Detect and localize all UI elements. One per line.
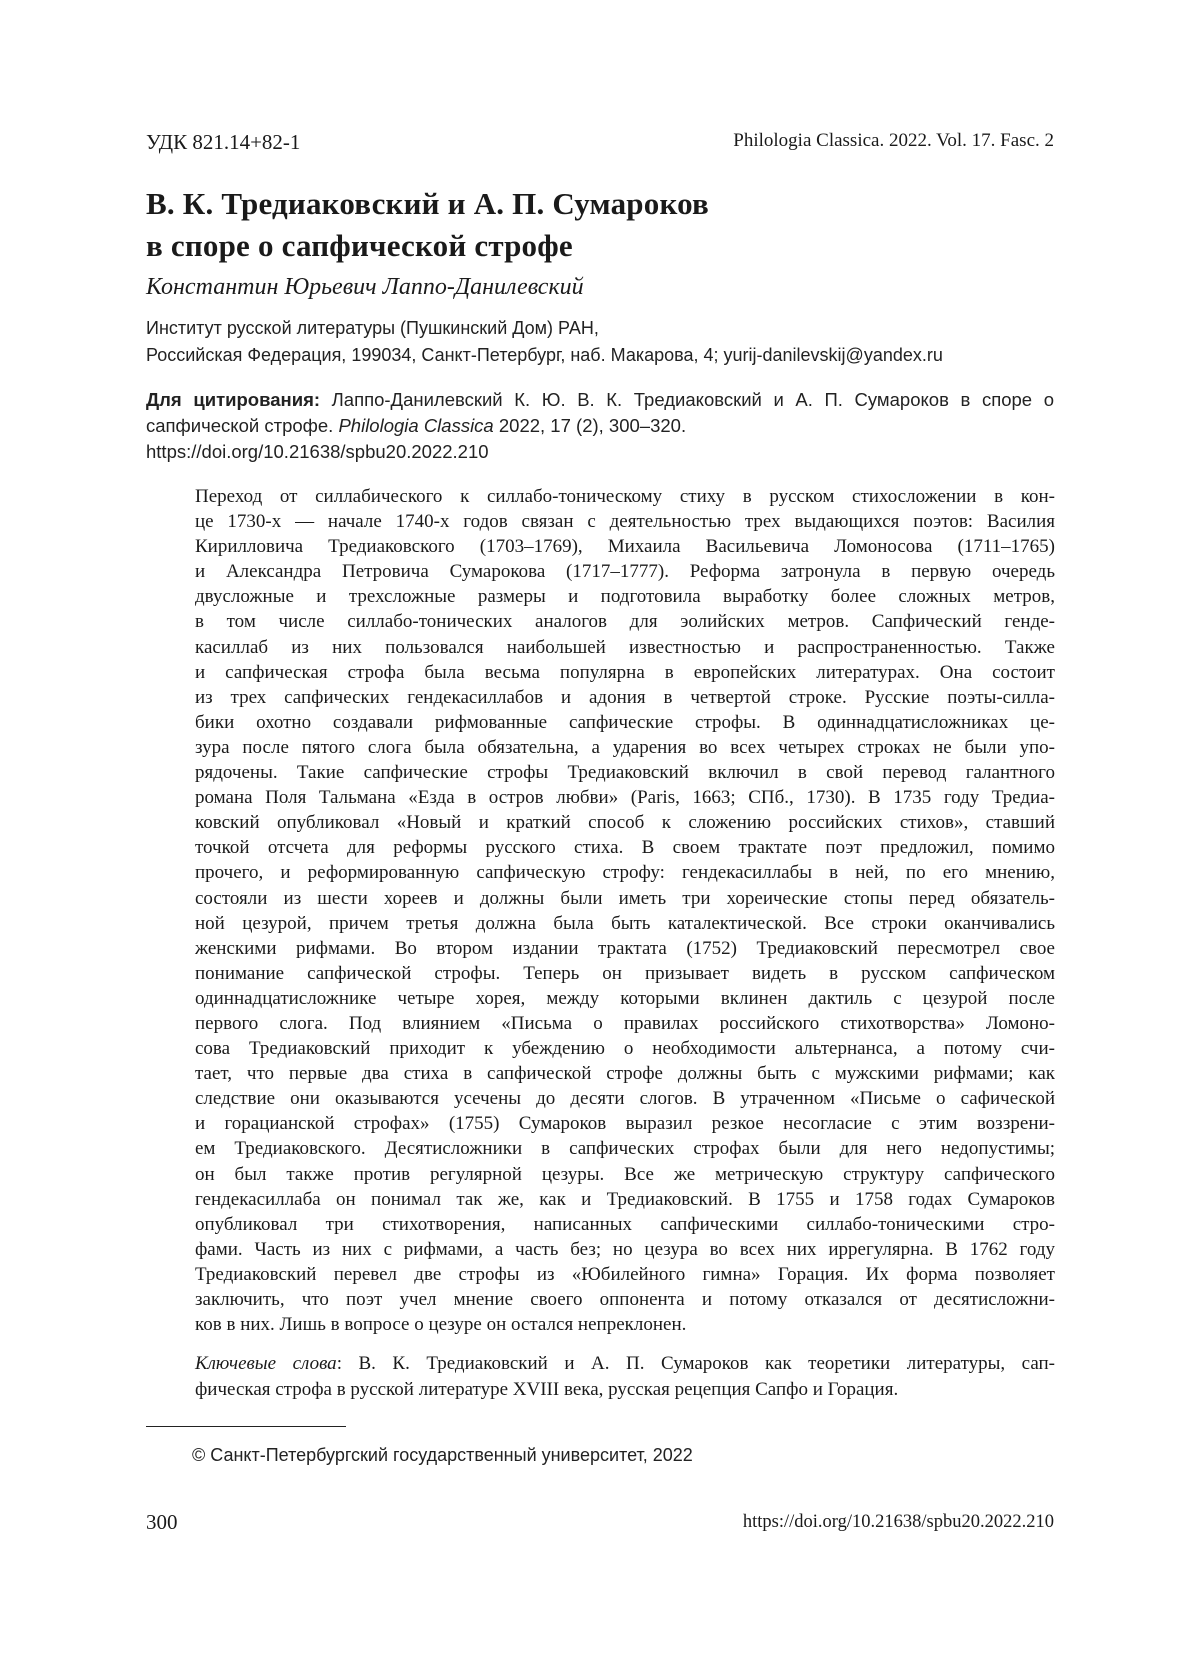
keywords-line-2: фическая строфа в русской литературе XVIII века, русская рецепция Сапфо и Горация. — [195, 1378, 899, 1400]
abstract-line: ков в них. Лишь в вопросе о цезуре он остался непреклонен. — [195, 1314, 687, 1336]
abstract-line: гендекасиллаба он понимал так же, как и Тредиаковский. В 1755 и 1758 годах Сумароков — [195, 1188, 1055, 1210]
abstract-line: романа Поля Тальмана «Езда в остров любви» (Paris, 1663; СПб., 1730). В 1735 году Тредиа- — [195, 787, 1055, 809]
abstract-line: касиллаб из них пользовался наибольшей известностью и распространенностью. Также — [195, 636, 1055, 658]
citation-text: Лаппо-Данилевский К. Ю. В. К. Тредиаковский и А. П. Сумароков в споре о сапфической строфе. — [146, 389, 1054, 436]
abstract-line: бики охотно создавали рифмованные сапфические строфы. В одиннадцатисложниках це- — [195, 711, 1055, 733]
citation-volume: 2022, 17 (2), 300–320. — [498, 415, 687, 436]
abstract-line: Кирилловича Тредиаковского (1703–1769), Михаила Васильевича Ломоносова (1711–1765) — [195, 536, 1055, 558]
abstract-line: в том числе силлабо-тонических аналогов для эолийских метров. Сапфический генде- — [195, 611, 1055, 633]
article-title-line-1: В. К. Тредиаковский и А. П. Сумароков — [146, 186, 709, 221]
abstract-line: одиннадцатисложнике четыре хорея, между которыми вклинен дактиль с цезурой после — [195, 987, 1055, 1009]
citation-doi: https://doi.org/10.21638/spbu20.2022.210 — [146, 441, 489, 462]
citation-label: Для цитирования: — [146, 389, 321, 410]
abstract-line: первого слога. Под влиянием «Письма о правилах российского стихотворства» Ломоно- — [195, 1012, 1055, 1034]
abstract-line: следствие они оказываются усечены до десяти слогов. В утраченном «Письме о сафической — [195, 1088, 1055, 1110]
abstract-line: он был также против регулярной цезуры. Все же метрическую структуру сапфического — [195, 1163, 1055, 1185]
abstract-line: ной цезурой, причем третья должна была быть каталектической. Все строки оканчивались — [195, 912, 1055, 934]
udc-code: УДК 821.14+82-1 — [146, 130, 301, 154]
abstract-line: состояли из шести хореев и должны были иметь три хореические стопы перед обязатель- — [195, 887, 1055, 909]
abstract-line: двусложные и трехсложные размеры и подготовила выработку более сложных метров, — [195, 586, 1055, 608]
abstract-line: заключить, что поэт учел мнение своего оппонента и потому отказался от десятисложни- — [195, 1289, 1055, 1310]
abstract-line: и сапфическая строфа была весьма популярна в европейских литературах. Она состоит — [195, 661, 1055, 683]
footer-doi: https://doi.org/10.21638/spbu20.2022.210 — [742, 1512, 1054, 1532]
abstract — [195, 484, 1055, 1337]
abstract-line: зура после пятого слога была обязательна, а ударения во всех четырех строках не были упо- — [195, 736, 1055, 758]
abstract-line: Тредиаковский перевел две строфы из «Юбилейного гимна» Горация. Их форма позволяет — [195, 1263, 1055, 1285]
copyright-notice: © Санкт-Петербургский государственный университет, 2022 — [192, 1445, 693, 1465]
abstract-line: ем Тредиаковского. Десятисложники в сапфических строфах были для него недопустимы; — [195, 1138, 1055, 1160]
page-number: 300 — [146, 1510, 178, 1534]
citation-journal: Philologia Classica — [338, 415, 494, 436]
page-footer — [146, 1510, 1054, 1540]
abstract-line: рядочены. Такие сапфические строфы Тредиаковский включил в свой перевод галантного — [195, 762, 1055, 784]
abstract-line: прочего, и реформированную сапфическую строфу: гендекасиллабы в ней, по его мнению, — [195, 862, 1055, 884]
author-affiliation — [146, 315, 1056, 369]
keywords — [195, 1351, 1055, 1402]
abstract-line: опубликовал три стихотворения, написанных сапфическими силлабо-тоническими стро- — [195, 1213, 1055, 1235]
citation-block — [146, 387, 1054, 465]
abstract-line: женскими рифмами. Во втором издании трактата (1752) Тредиаковский пересмотрел свое — [195, 937, 1055, 959]
keywords-line-1: Ключевые слова: В. К. Тредиаковский и А. П. Сумароков как теоретики литературы, сап- — [195, 1353, 1055, 1374]
abstract-line: точкой отсчета для реформы русского стиха. В своем трактате поэт предложил, помимо — [195, 837, 1055, 859]
affiliation-line-2: Российская Федерация, 199034, Санкт-Петербург, наб. Макарова, 4; yurij-danilevskij@yandex.ru — [146, 345, 943, 365]
abstract-line: ковский опубликовал «Новый и краткий способ к сложению российских стихов», ставший — [195, 812, 1055, 834]
running-head — [146, 130, 1054, 160]
affiliation-line-1: Институт русской литературы (Пушкинский Дом) РАН, — [146, 318, 599, 338]
keywords-label: Ключевые слова — [195, 1353, 337, 1374]
journal-reference: Philologia Classica. 2022. Vol. 17. Fasc. 2 — [733, 130, 1054, 151]
abstract-line: из трех сапфических гендекасиллабов и адония в четвертой строке. Русские поэты-силла- — [195, 686, 1055, 708]
abstract-line: и Александра Петровича Сумарокова (1717–1777). Реформа затронула в первую очередь — [195, 561, 1055, 583]
author-name: Константин Юрьевич Лаппо-Данилевский — [146, 274, 584, 300]
abstract-line: тает, что первые два стиха в сапфической строфе должны быть с мужскими рифмами; как — [195, 1063, 1055, 1085]
abstract-line: Переход от силлабического к силлабо-тоническому стиху в русском стихосложении в кон- — [195, 486, 1055, 507]
abstract-line: и горацианской строфах» (1755) Сумароков выразил резкое несогласие с этим воззрени- — [195, 1113, 1055, 1135]
abstract-line: понимание сапфической строфы. Теперь он призывает видеть в русском сапфическом — [195, 962, 1055, 984]
article-title-line-2: в споре о сапфической строфе — [146, 228, 573, 263]
abstract-line: це 1730-х — начале 1740-х годов связан с деятельностью трех выдающихся поэтов: Василия — [195, 511, 1055, 533]
article-title — [146, 183, 1046, 267]
abstract-line: сова Тредиаковский приходит к убеждению о необходимости альтернанса, а потому счи- — [195, 1038, 1055, 1060]
footnote-rule — [146, 1426, 346, 1427]
abstract-line: фами. Часть из них с рифмами, а часть без; но цезура во всех них иррегулярна. В 1762 году — [195, 1238, 1055, 1260]
